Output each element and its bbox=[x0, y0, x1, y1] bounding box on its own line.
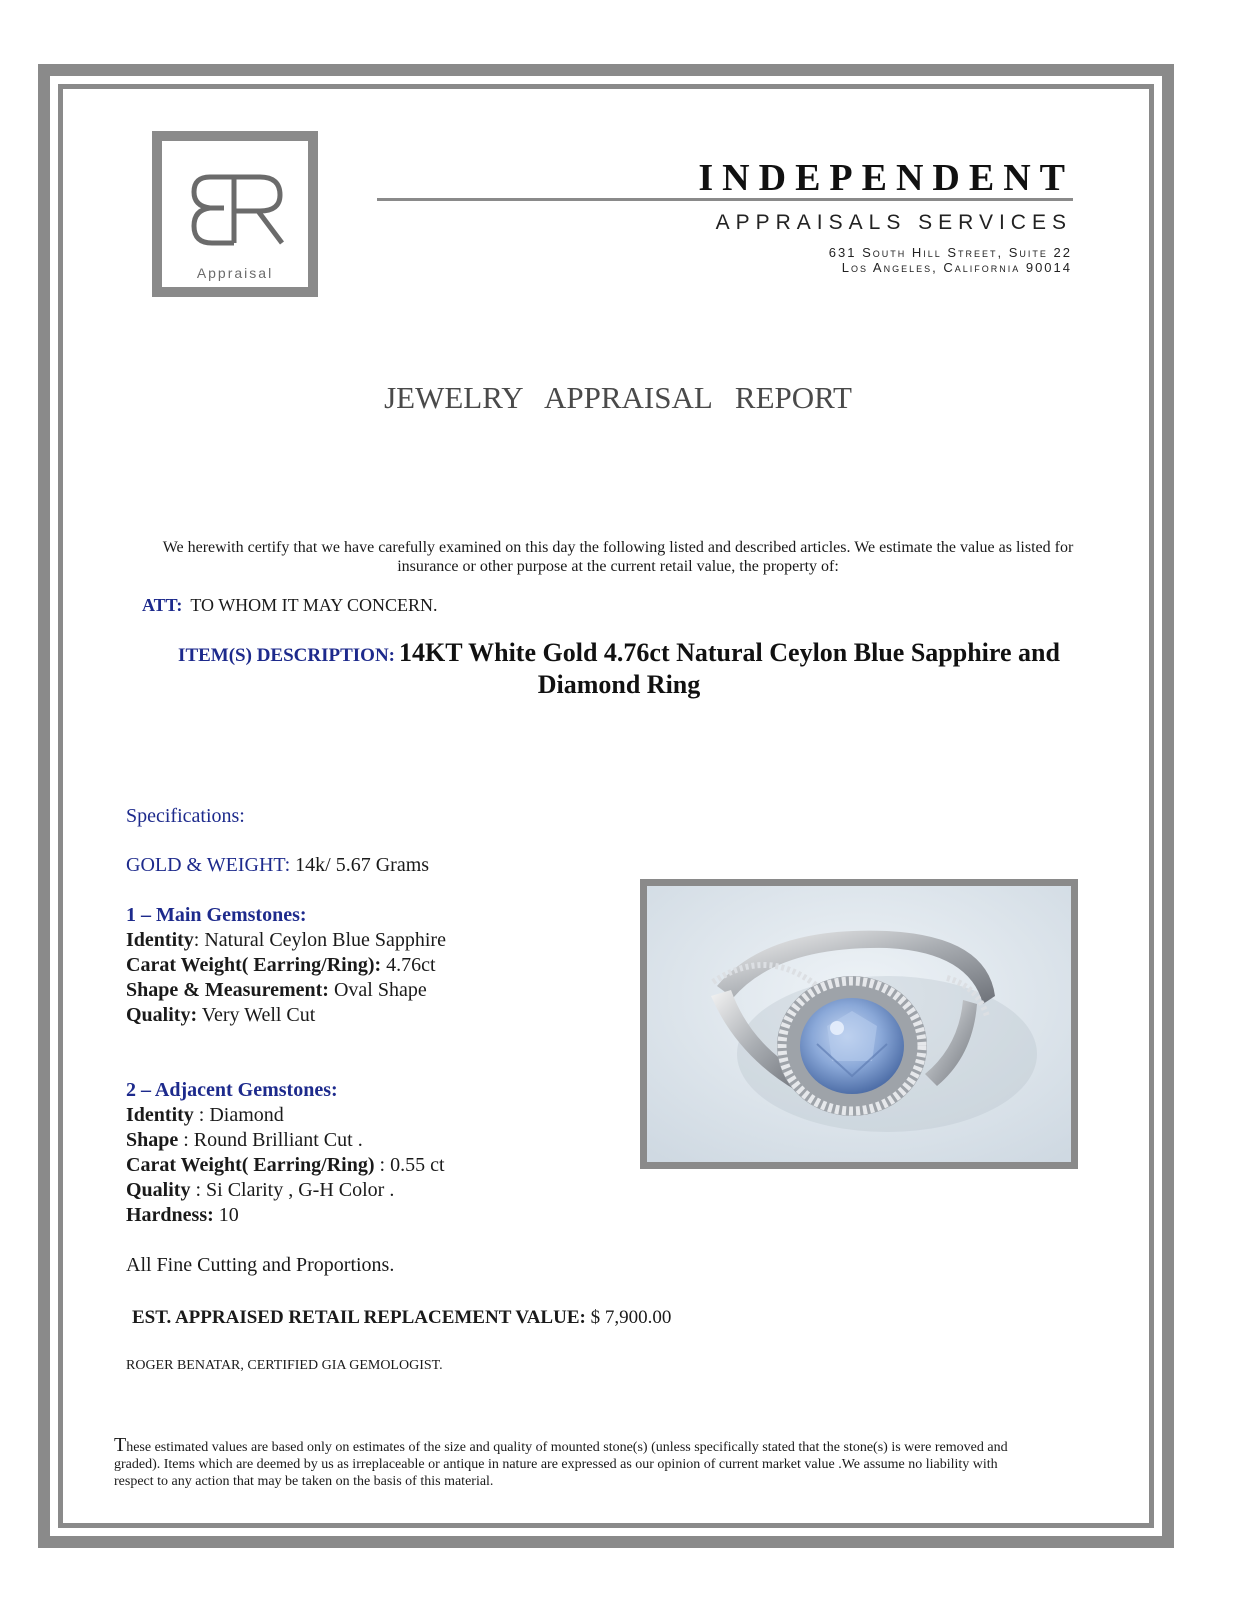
att-value: TO WHOM IT MAY CONCERN. bbox=[190, 595, 438, 615]
br-monogram-icon bbox=[190, 171, 288, 249]
company-address-line2: Los Angeles, California 90014 bbox=[841, 260, 1072, 275]
main-shape-row: Shape & Measurement: Oval Shape bbox=[126, 979, 427, 1001]
specifications bbox=[126, 804, 446, 1278]
adjacent-identity-row: Identity : Diamond bbox=[126, 1104, 284, 1126]
certification-text: We herewith certify that we have carefully examined on this day the following listed and described articles. We estimate the value as listed for insurance or other purpose at the current retail value, the property of: bbox=[162, 539, 1074, 575]
appraised-value bbox=[132, 1307, 671, 1329]
logo-label: Appraisal bbox=[196, 265, 274, 281]
company-address-line1: 631 South Hill Street, Suite 22 bbox=[828, 245, 1072, 260]
gold-weight-row bbox=[126, 853, 446, 878]
disclaimer-initial: T bbox=[114, 1434, 127, 1456]
main-gemstones-heading: 1 – Main Gemstones: bbox=[126, 904, 307, 926]
company-subtitle: APPRAISALS SERVICES bbox=[715, 211, 1072, 234]
main-identity-row: Identity: Natural Ceylon Blue Sapphire bbox=[126, 929, 446, 951]
appraisal-logo bbox=[152, 131, 318, 297]
disclaimer bbox=[114, 1434, 1014, 1490]
adjacent-carat-row: Carat Weight( Earring/Ring) : 0.55 ct bbox=[126, 1154, 445, 1176]
adjacent-shape-row: Shape : Round Brilliant Cut . bbox=[126, 1129, 363, 1151]
main-quality-row: Quality: Very Well Cut bbox=[126, 1004, 316, 1026]
gold-value: 14k/ 5.67 Grams bbox=[290, 854, 430, 876]
ring-illustration-icon bbox=[647, 886, 1071, 1162]
adjacent-quality-row: Quality : Si Clarity , G-H Color . bbox=[126, 1179, 395, 1201]
gold-label: GOLD & WEIGHT: bbox=[126, 854, 291, 876]
disclaimer-text: hese estimated values are based only on estimates of the size and quality of mounted stone(s) (unless specifically stated that the stone(s) is were removed and graded). Items which are deemed by us as irreplaceable or antique in nature are expressed as our opinion of current market value .We assume no liability with respect to any action that may be taken on the basis of this material. bbox=[114, 1440, 1008, 1489]
proportions-note: All Fine Cutting and Proportions. bbox=[126, 1254, 395, 1276]
item-value: 14KT White Gold 4.76ct Natural Ceylon Blue Sapphire and Diamond Ring bbox=[399, 638, 1060, 699]
signer: ROGER BENATAR, CERTIFIED GIA GEMOLOGIST. bbox=[126, 1358, 443, 1373]
item-description bbox=[144, 637, 1094, 701]
adjacent-gemstones-heading: 2 – Adjacent Gemstones: bbox=[126, 1079, 338, 1101]
att-line bbox=[142, 595, 438, 616]
main-carat-row: Carat Weight( Earring/Ring): 4.76ct bbox=[126, 954, 436, 976]
report-title: JEWELRY APPRAISAL REPORT bbox=[384, 380, 852, 415]
ring-photo bbox=[640, 879, 1078, 1169]
item-label: ITEM(S) DESCRIPTION: bbox=[178, 645, 395, 666]
adjacent-hardness-row: Hardness: 10 bbox=[126, 1204, 239, 1226]
value-label: EST. APPRAISED RETAIL REPLACEMENT VALUE: bbox=[132, 1307, 586, 1328]
company-name: INDEPENDENT bbox=[698, 157, 1074, 199]
specs-heading: Specifications: bbox=[126, 805, 245, 827]
att-label: ATT: bbox=[142, 595, 183, 615]
value-amount: $ 7,900.00 bbox=[585, 1307, 672, 1328]
